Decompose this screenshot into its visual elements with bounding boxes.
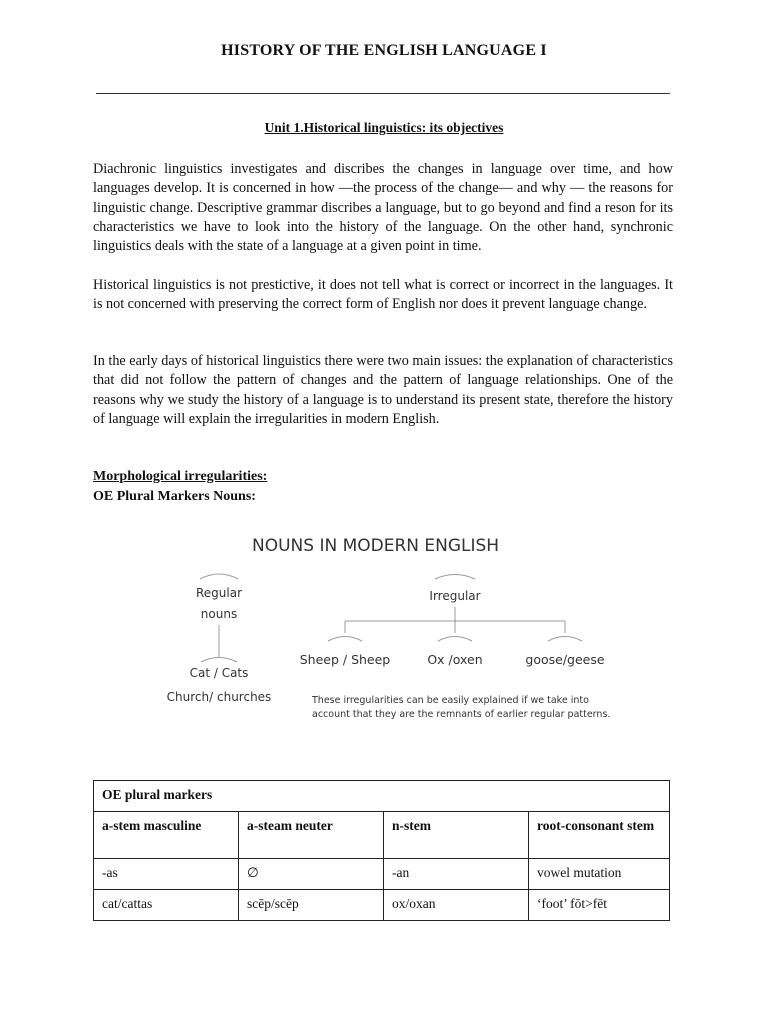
irregular-arc bbox=[435, 575, 475, 580]
document-title: HISTORY OF THE ENGLISH LANGUAGE I bbox=[221, 42, 547, 59]
table-cell: cat/cattas bbox=[94, 890, 239, 921]
paragraph-early-days: In the early days of historical linguistics there were two main issues: the explanation of characteristics that did not follow the pattern of changes and the pattern of language relationships. One of the reasons why we study the history of a language is to understand its present state, therefore the history of language will explain the irregularities in modern English. bbox=[93, 353, 673, 427]
regular-example-church: Church/ churches bbox=[166, 690, 272, 704]
paragraph-prescriptive: Historical linguistics is not prestictive, it does not tell what is correct or incorrect in the languages. It is not concerned with preserving the correct form of English nor does it prevent language change. bbox=[93, 277, 673, 313]
regular-example-cat: Cat / Cats bbox=[189, 666, 249, 680]
table-header-a-stem-masculine: a-stem masculine bbox=[94, 812, 239, 859]
diagram-note-line1: These irregularities can be easily explained if we take into bbox=[312, 695, 589, 706]
table-cell: ∅ bbox=[239, 859, 384, 890]
table-cell: ox/oxan bbox=[384, 890, 529, 921]
regular-example-arc bbox=[201, 658, 237, 663]
irregular-label: Irregular bbox=[429, 589, 481, 603]
unit-heading: Unit 1.Historical linguistics: its objectives bbox=[264, 120, 504, 135]
regular-arc bbox=[200, 574, 238, 579]
table-cell: vowel mutation bbox=[529, 859, 670, 890]
table-row bbox=[94, 859, 670, 890]
nouns-label: nouns bbox=[200, 607, 238, 621]
ox-arc bbox=[438, 637, 472, 642]
table-header-row bbox=[94, 812, 670, 859]
regular-label: Regular bbox=[195, 586, 243, 600]
goose-arc bbox=[548, 637, 582, 642]
irregular-item-goose: goose/geese bbox=[525, 652, 605, 667]
table-caption-row bbox=[94, 781, 670, 812]
oe-plural-markers-heading: OE Plural Markers Nouns: bbox=[93, 489, 256, 504]
irregular-item-ox: Ox /oxen bbox=[427, 652, 483, 667]
title-divider bbox=[96, 93, 670, 94]
table-caption: OE plural markers bbox=[94, 781, 670, 812]
table-header-root-consonant-stem: root-consonant stem bbox=[529, 812, 670, 859]
nouns-diagram bbox=[150, 525, 630, 730]
table-cell: ‘foot’ fōt>fēt bbox=[529, 890, 670, 921]
irregular-item-sheep: Sheep / Sheep bbox=[299, 652, 391, 667]
table-cell: -as bbox=[94, 859, 239, 890]
table-header-a-steam-neuter: a-steam neuter bbox=[239, 812, 384, 859]
table-cell: -an bbox=[384, 859, 529, 890]
paragraph-diachronic: Diachronic linguistics investigates and discribes the changes in language over time, and how languages develop. It is concerned in how —the process of the change— and why — the reasons for linguistic change. Descriptive grammar discribes a language, but to go beyond and find a reson for its characteristics we have to look into the history of the language. On the other hand, synchronic linguistics deals with the state of a language at a given point in time. bbox=[93, 161, 673, 255]
table-row bbox=[94, 890, 670, 921]
diagram-title: NOUNS IN MODERN ENGLISH bbox=[252, 536, 500, 556]
table-header-n-stem: n-stem bbox=[384, 812, 529, 859]
table-cell: scēp/scēp bbox=[239, 890, 384, 921]
oe-plural-markers-table bbox=[93, 780, 670, 921]
sheep-arc bbox=[328, 637, 362, 642]
morphological-irregularities-heading: Morphological irregularities: bbox=[93, 469, 268, 484]
diagram-note-line2: account that they are the remnants of earlier regular patterns. bbox=[312, 709, 611, 720]
